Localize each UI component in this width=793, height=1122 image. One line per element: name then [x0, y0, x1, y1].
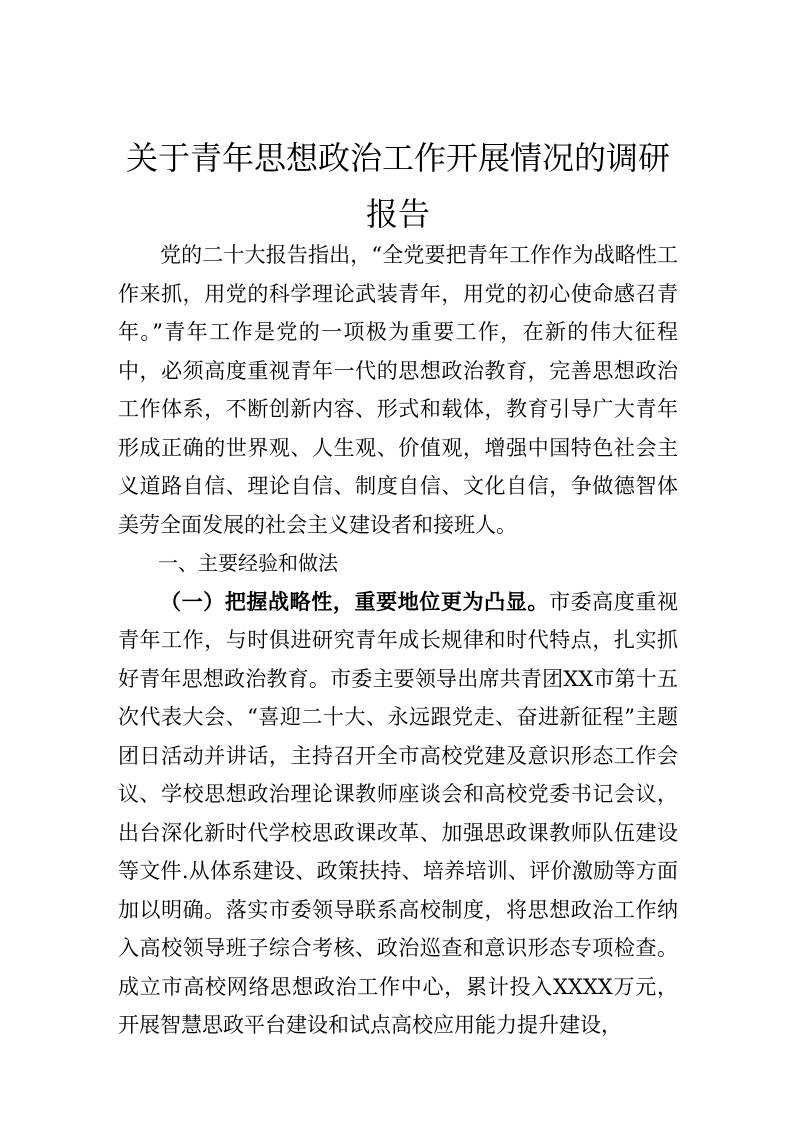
subsection-paragraph	[118, 583, 678, 1045]
section-heading: 一、主要经验和做法	[158, 551, 338, 575]
document-title: 关于青年思想政治工作开展情况的调研报告	[125, 139, 670, 233]
document-body	[118, 236, 678, 1045]
intro-paragraph: 党的二十大报告指出，“全党要把青年工作作为战略性工作来抓，用党的科学理论武装青年，用党的初心使命感召青年。”青年工作是党的一项极为重要工作，在新的伟大征程中，必须高度重视青年一代的思想政治教育，完善思想政治工作体系，不断创新内容、形式和载体，教育引导广大青年形成正确的世界观、人生观、价值观，增强中国特色社会主义道路自信、理论自信、制度自信、文化自信，争做德智体美劳全面发展的社会主义建设者和接班人。	[118, 243, 678, 537]
subsection-lead: （一）把握战略性，重要地位更为凸显。	[160, 588, 549, 614]
subsection-body: 市委高度重视青年工作，与时俱进研究青年成长规律和时代特点，扎实抓好青年思想政治教育。市委主要领导出席共青团XX市第十五次代表大会、“喜迎二十大、永远跟党走、奋进新征程”主题团日活动并讲话，主持召开全市高校党建及意识形态工作会议、学校思想政治理论课教师座谈会和高校党委书记会议，出台深化新时代学校思政课改革、加强思政课教师队伍建设等文件.从体系建设、政策扶持、培养培训、评价激励等方面加以明确。落实市委领导联系高校制度，将思想政治工作纳入高校领导班子综合考核、政治巡查和意识形态专项检查。成立市高校网络思想政治工作中心，累计投入XXXX万元，开展智慧思政平台建设和试点高校应用能力提升建设，	[118, 589, 679, 1037]
